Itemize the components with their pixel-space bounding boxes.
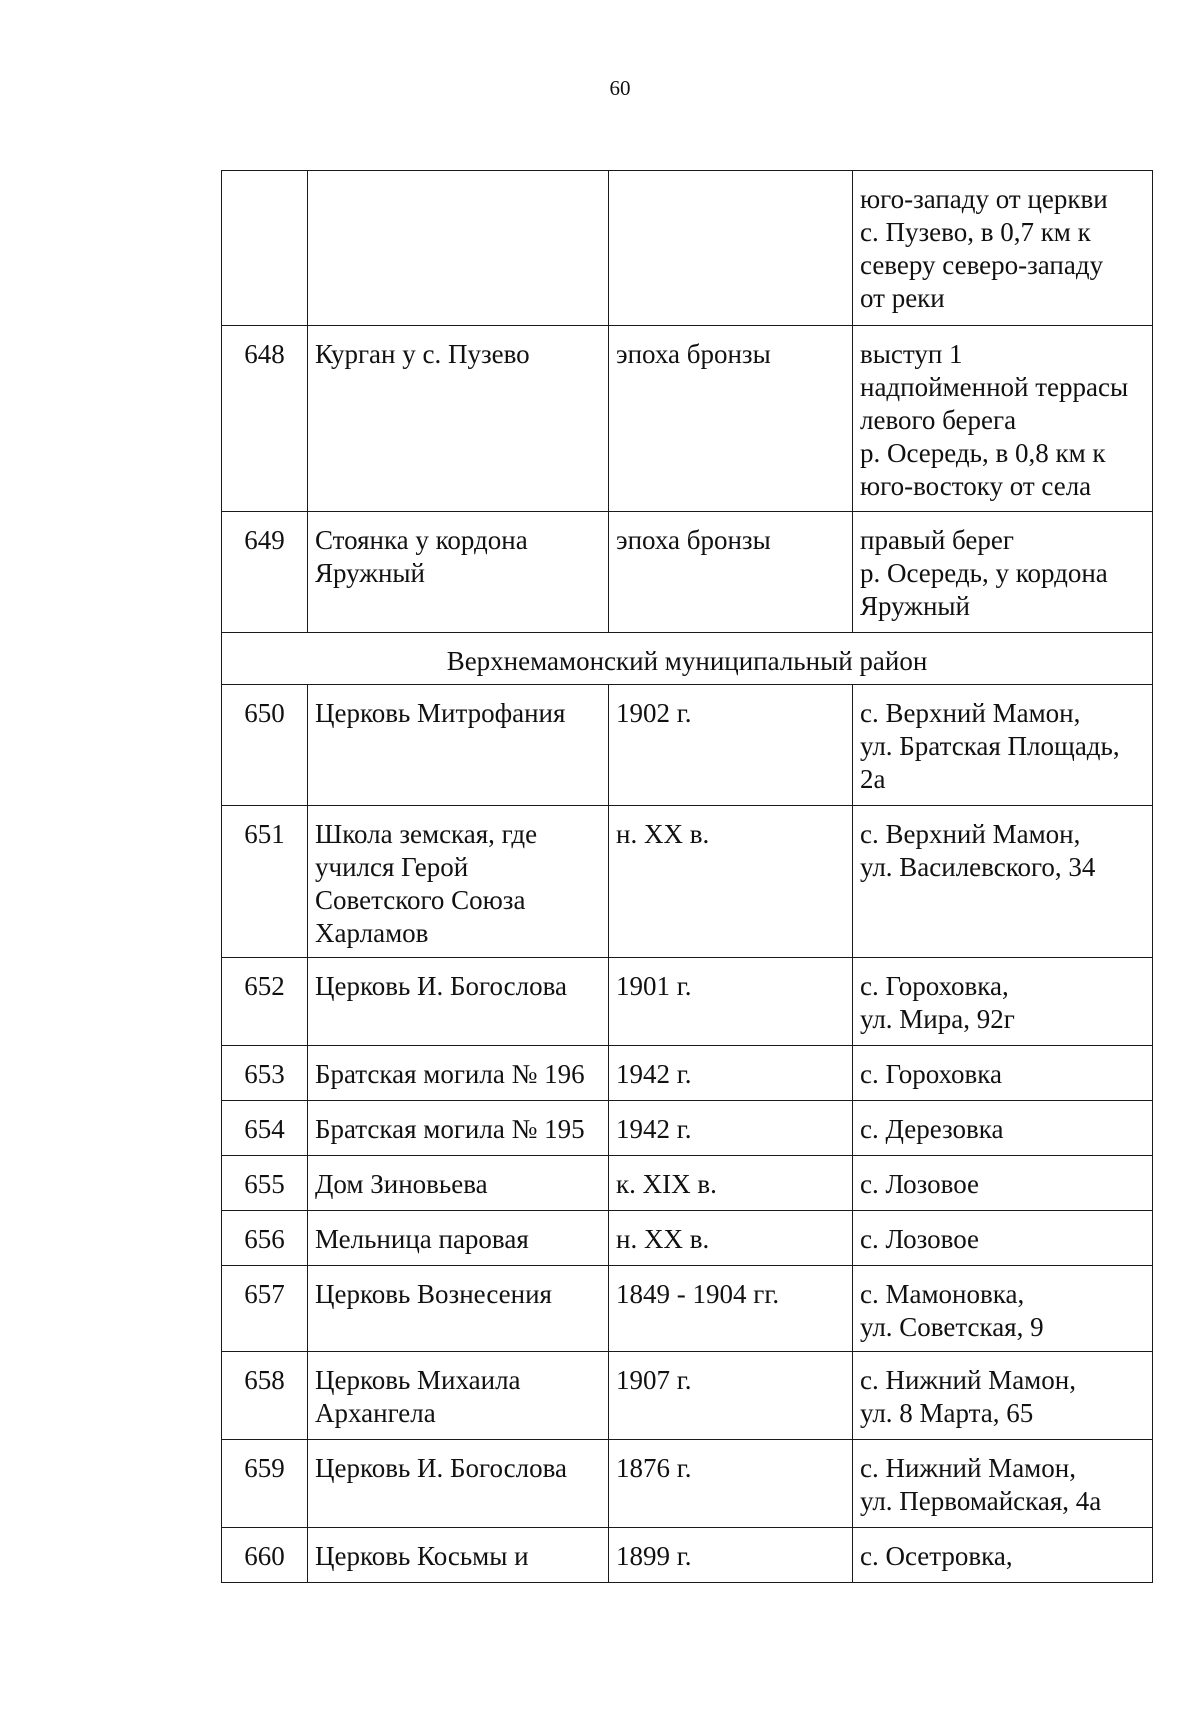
table-row bbox=[222, 1440, 1153, 1528]
table-row bbox=[222, 1101, 1153, 1156]
dating-cell: 1899 г. bbox=[609, 1528, 853, 1583]
row-number-cell: 654 bbox=[222, 1101, 308, 1156]
table-row bbox=[222, 806, 1153, 958]
object-name-cell bbox=[308, 171, 609, 326]
location-cell: с. Гороховка bbox=[853, 1046, 1153, 1101]
row-number-cell: 653 bbox=[222, 1046, 308, 1101]
row-number-cell: 660 bbox=[222, 1528, 308, 1583]
location-cell: с. Нижний Мамон, ул. Первомайская, 4а bbox=[853, 1440, 1153, 1528]
object-name-cell: Братская могила № 195 bbox=[308, 1101, 609, 1156]
table-row bbox=[222, 1266, 1153, 1352]
dating-cell bbox=[609, 171, 853, 326]
object-name-cell: Стоянка у кордона Яружный bbox=[308, 512, 609, 633]
heritage-table bbox=[221, 170, 1153, 1583]
object-name-cell: Церковь Михаила Архангела bbox=[308, 1352, 609, 1440]
object-name-cell: Церковь И. Богослова bbox=[308, 958, 609, 1046]
heritage-table-body bbox=[222, 171, 1153, 1583]
location-cell: с. Лозовое bbox=[853, 1211, 1153, 1266]
location-cell: с. Верхний Мамон, ул. Братская Площадь, 2а bbox=[853, 685, 1153, 806]
dating-cell: 1849 - 1904 гг. bbox=[609, 1266, 853, 1352]
table-row bbox=[222, 958, 1153, 1046]
table-row bbox=[222, 1156, 1153, 1211]
dating-cell: эпоха бронзы bbox=[609, 326, 853, 512]
location-cell: с. Осетровка, bbox=[853, 1528, 1153, 1583]
row-number-cell: 650 bbox=[222, 685, 308, 806]
table-row bbox=[222, 1528, 1153, 1583]
row-number-cell: 648 bbox=[222, 326, 308, 512]
page-number: 60 bbox=[609, 76, 631, 100]
object-name-cell: Мельница паровая bbox=[308, 1211, 609, 1266]
table-row bbox=[222, 685, 1153, 806]
row-number-cell: 657 bbox=[222, 1266, 308, 1352]
location-cell: с. Дерезовка bbox=[853, 1101, 1153, 1156]
location-cell: с. Нижний Мамон, ул. 8 Марта, 65 bbox=[853, 1352, 1153, 1440]
dating-cell: эпоха бронзы bbox=[609, 512, 853, 633]
dating-cell: 1876 г. bbox=[609, 1440, 853, 1528]
row-number-cell: 656 bbox=[222, 1211, 308, 1266]
row-number-cell: 652 bbox=[222, 958, 308, 1046]
location-cell: с. Гороховка, ул. Мира, 92г bbox=[853, 958, 1153, 1046]
table-row bbox=[222, 1046, 1153, 1101]
dating-cell: 1942 г. bbox=[609, 1101, 853, 1156]
object-name-cell: Церковь И. Богослова bbox=[308, 1440, 609, 1528]
location-cell: с. Лозовое bbox=[853, 1156, 1153, 1211]
dating-cell: к. XIX в. bbox=[609, 1156, 853, 1211]
object-name-cell: Школа земская, где учился Герой Советского Союза Харламов bbox=[308, 806, 609, 958]
table-row bbox=[222, 512, 1153, 633]
dating-cell: н. XX в. bbox=[609, 1211, 853, 1266]
object-name-cell: Братская могила № 196 bbox=[308, 1046, 609, 1101]
object-name-cell: Церковь Вознесения bbox=[308, 1266, 609, 1352]
dating-cell: 1907 г. bbox=[609, 1352, 853, 1440]
table-row bbox=[222, 1211, 1153, 1266]
row-number-cell: 651 bbox=[222, 806, 308, 958]
location-cell: правый берег р. Осередь, у кордона Яружный bbox=[853, 512, 1153, 633]
table-row bbox=[222, 1352, 1153, 1440]
object-name-cell: Церковь Косьмы и bbox=[308, 1528, 609, 1583]
district-heading: Верхнемамонский муниципальный район bbox=[222, 633, 1153, 685]
row-number-cell: 649 bbox=[222, 512, 308, 633]
object-name-cell: Дом Зиновьева bbox=[308, 1156, 609, 1211]
dating-cell: 1902 г. bbox=[609, 685, 853, 806]
object-name-cell: Церковь Митрофания bbox=[308, 685, 609, 806]
row-number-cell bbox=[222, 171, 308, 326]
row-number-cell: 658 bbox=[222, 1352, 308, 1440]
table-row bbox=[222, 326, 1153, 512]
location-cell: с. Верхний Мамон, ул. Василевского, 34 bbox=[853, 806, 1153, 958]
location-cell: выступ 1 надпойменной террасы левого берега р. Осередь, в 0,8 км к юго-востоку от села bbox=[853, 326, 1153, 512]
table-row bbox=[222, 171, 1153, 326]
row-number-cell: 655 bbox=[222, 1156, 308, 1211]
row-number-cell: 659 bbox=[222, 1440, 308, 1528]
dating-cell: 1901 г. bbox=[609, 958, 853, 1046]
dating-cell: н. XX в. bbox=[609, 806, 853, 958]
location-cell: с. Мамоновка, ул. Советская, 9 bbox=[853, 1266, 1153, 1352]
location-cell: юго-западу от церкви с. Пузево, в 0,7 км к северу северо-западу от реки bbox=[853, 171, 1153, 326]
dating-cell: 1942 г. bbox=[609, 1046, 853, 1101]
section-row bbox=[222, 633, 1153, 685]
object-name-cell: Курган у с. Пузево bbox=[308, 326, 609, 512]
